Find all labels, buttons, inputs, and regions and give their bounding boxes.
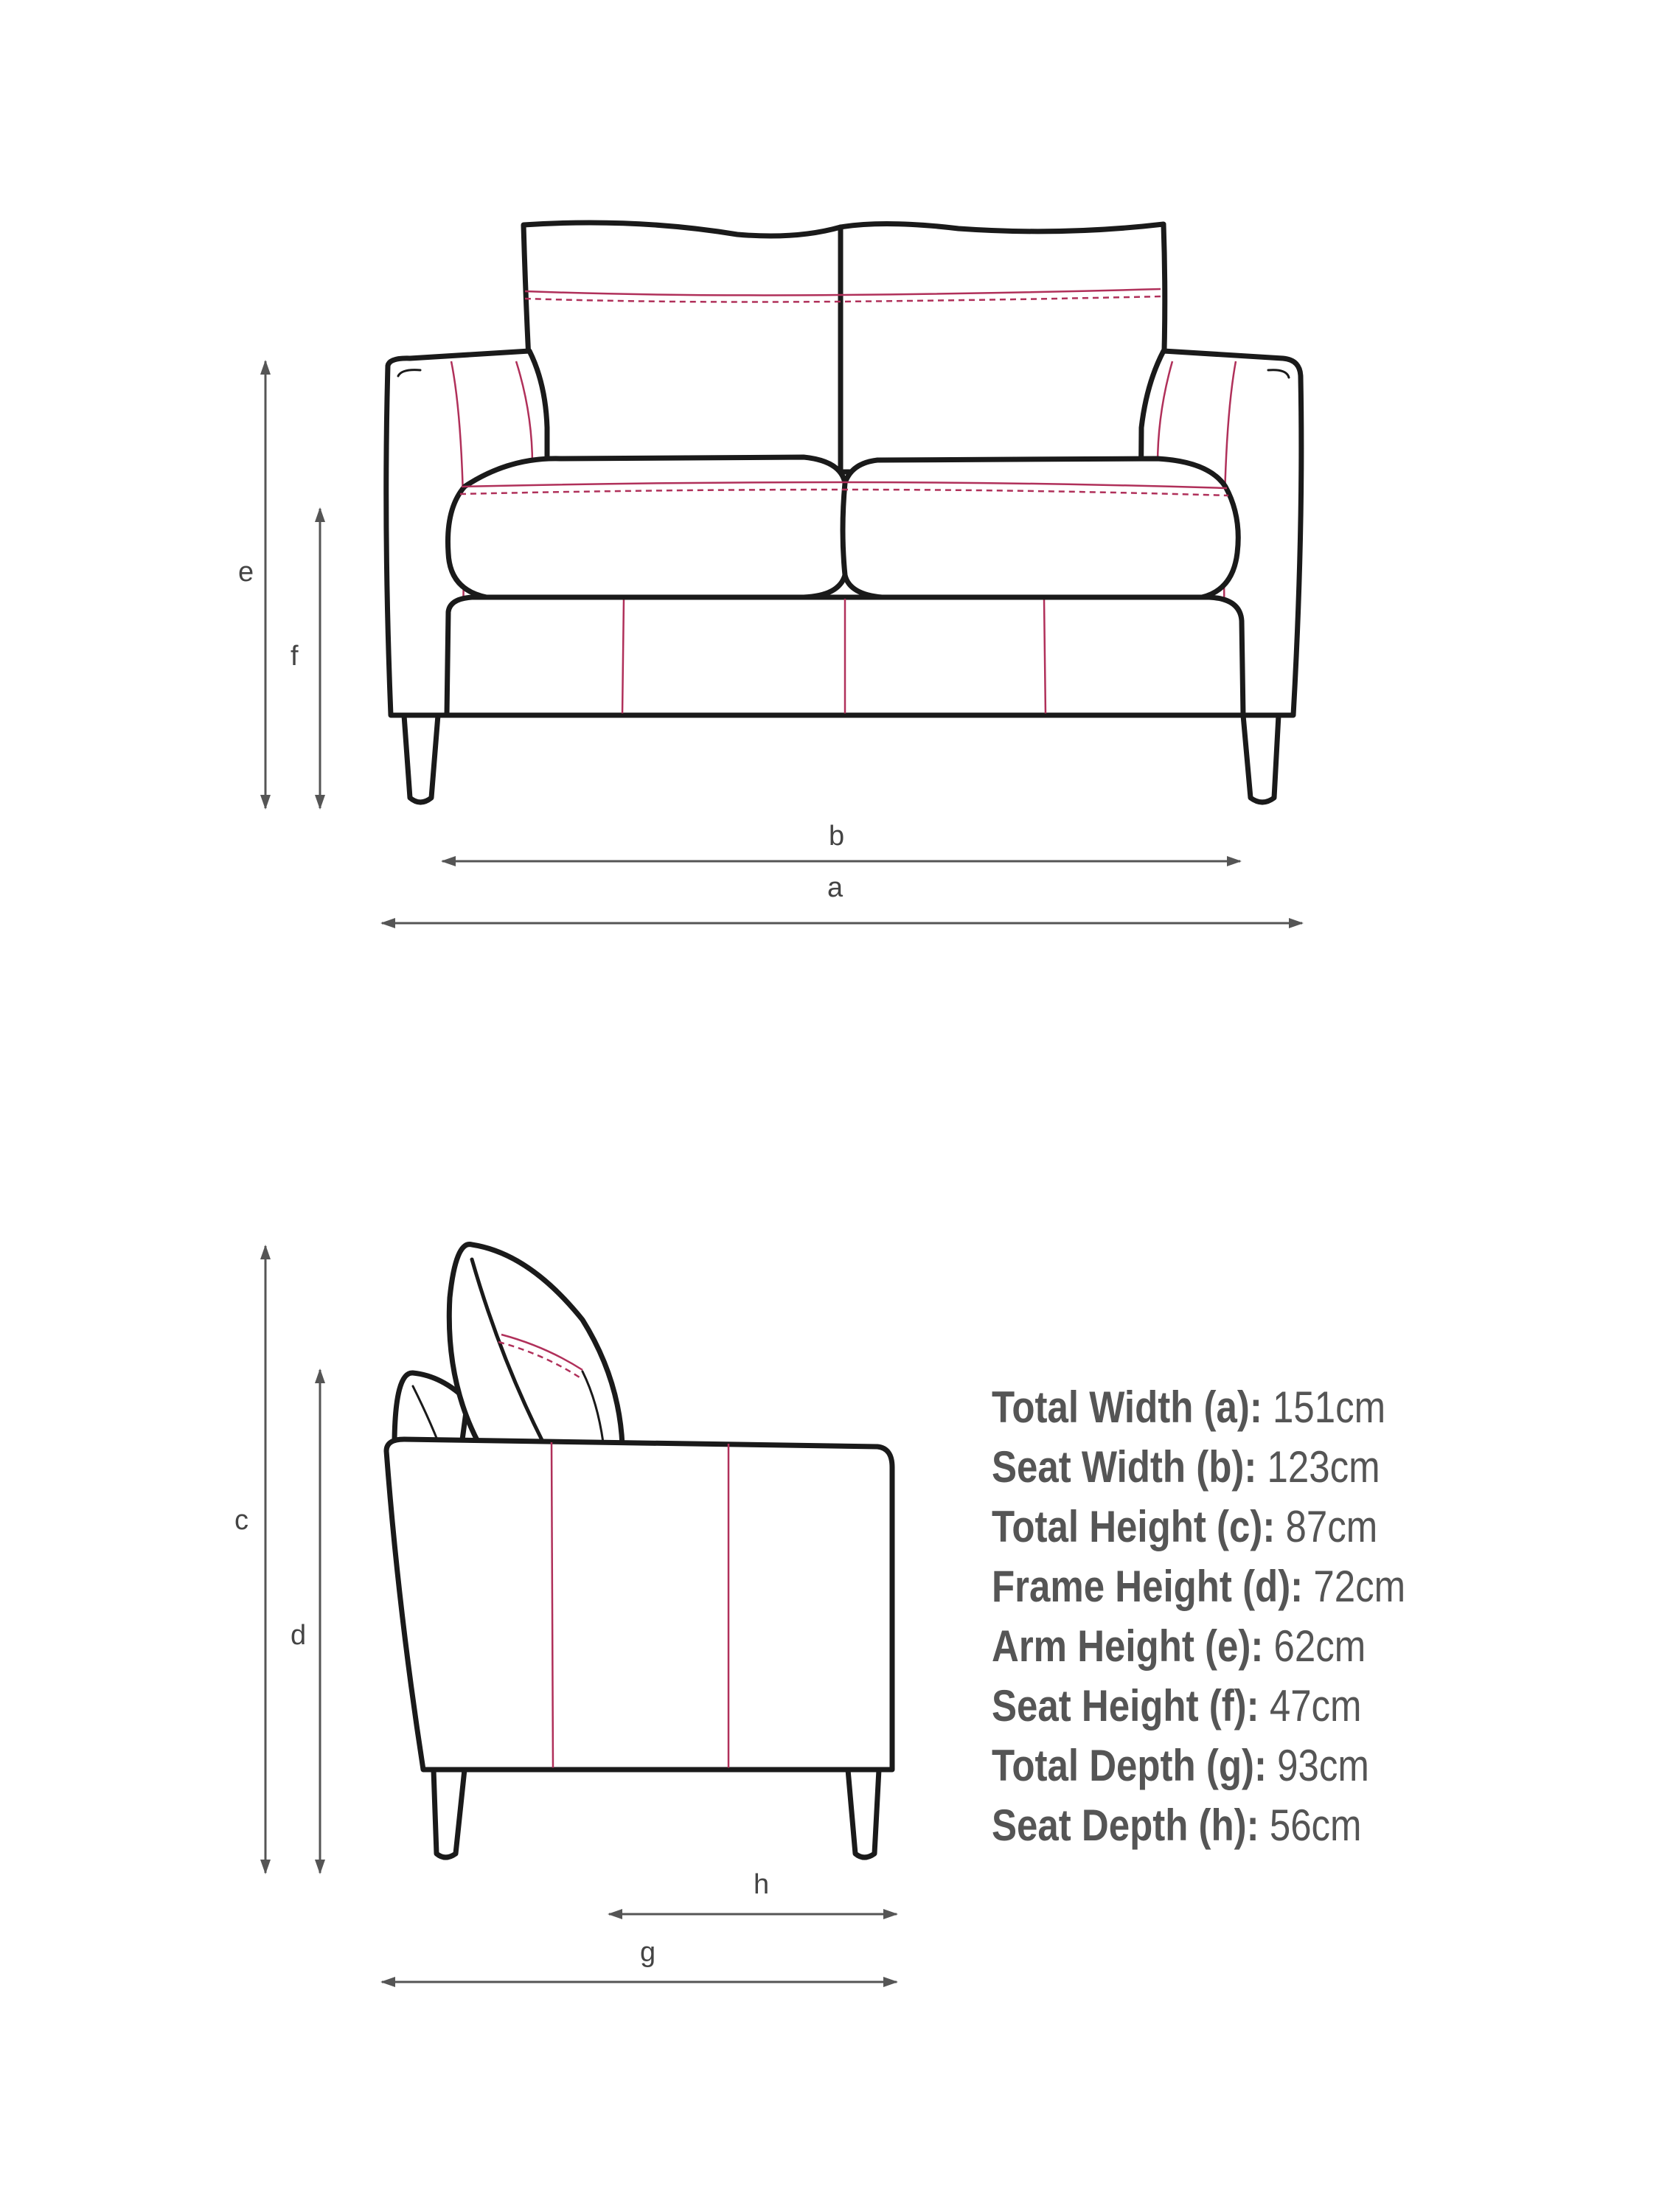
front-left-leg xyxy=(404,715,438,802)
front-right-leg xyxy=(1243,715,1279,802)
dim-label-g: g xyxy=(640,1937,656,1968)
dim-label-h: h xyxy=(754,1869,770,1900)
side-body xyxy=(386,1439,892,1770)
front-right-back-cushion xyxy=(841,223,1165,472)
front-right-seat-cushion xyxy=(843,459,1238,597)
spec-seat-height: Seat Height (f): 47cm xyxy=(992,1681,1362,1731)
side-front-leg xyxy=(848,1770,879,1857)
spec-total-depth: Total Depth (g): 93cm xyxy=(992,1741,1369,1790)
dim-label-f: f xyxy=(291,641,299,672)
spec-seat-width: Seat Width (b): 123cm xyxy=(992,1442,1380,1492)
spec-arm-height: Arm Height (e): 62cm xyxy=(992,1621,1366,1671)
dim-label-c: c xyxy=(234,1505,248,1536)
dim-label-e: e xyxy=(238,557,254,588)
side-view-sofa xyxy=(386,1245,892,1857)
dim-label-b: b xyxy=(829,821,845,852)
spec-frame-height: Frame Height (d): 72cm xyxy=(992,1562,1406,1611)
side-back-leg xyxy=(434,1770,465,1857)
spec-seat-depth: Seat Depth (h): 56cm xyxy=(992,1801,1362,1850)
spec-total-height: Total Height (c): 87cm xyxy=(992,1502,1378,1551)
dim-label-a: a xyxy=(827,872,844,903)
front-view-sofa xyxy=(386,223,1301,802)
dim-label-d: d xyxy=(291,1620,307,1651)
front-left-back-cushion xyxy=(524,223,841,472)
spec-total-width: Total Width (a): 151cm xyxy=(992,1382,1386,1432)
front-left-seat-cushion xyxy=(448,457,849,597)
